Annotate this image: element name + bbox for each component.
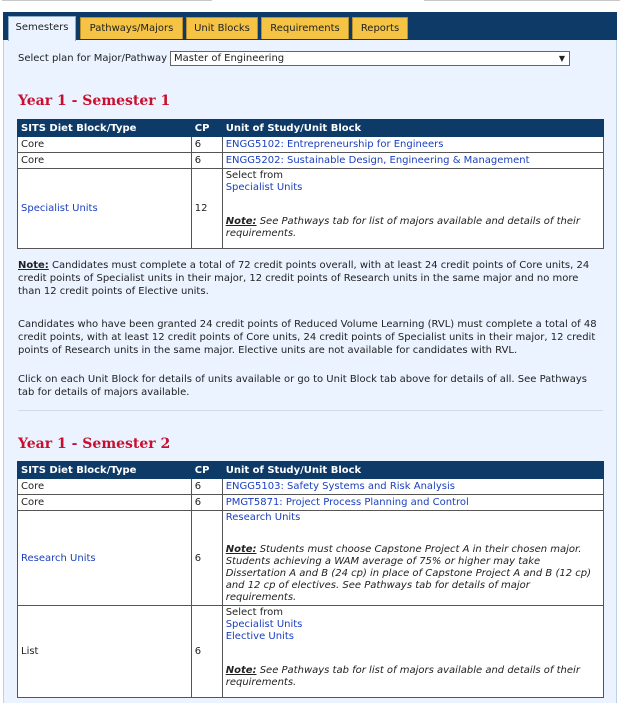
plan-selected-value: Master of Engineering	[174, 53, 285, 64]
col-header-cp: CP	[191, 120, 222, 137]
row-cp: 6	[191, 153, 222, 169]
select-from-label: Select from	[225, 170, 284, 181]
tab-unit-blocks[interactable]: Unit Blocks	[186, 17, 258, 39]
elective-units-link[interactable]: Elective Units	[225, 631, 294, 642]
table-row	[18, 479, 604, 495]
col-header-unit: Unit of Study/Unit Block	[222, 462, 603, 479]
row-type: Core	[18, 479, 192, 495]
semester-2-table	[17, 461, 604, 698]
semester-1-table	[17, 119, 604, 249]
block-link-research-units[interactable]: Research Units	[21, 552, 96, 564]
row-cp: 6	[191, 511, 222, 606]
table-header-row	[18, 120, 604, 137]
row-cp: 6	[191, 479, 222, 495]
col-header-cp: CP	[191, 462, 222, 479]
row-cp: 6	[191, 495, 222, 511]
table-row	[18, 511, 604, 606]
unit-note: Note: See Pathways tab for list of majors available and details of their requirements.	[225, 216, 580, 239]
row-type: List	[18, 606, 192, 698]
col-header-block: SITS Diet Block/Type	[18, 462, 192, 479]
block-link-specialist-units[interactable]: Specialist Units	[21, 203, 98, 214]
row-type: Core	[18, 153, 192, 169]
tab-pathways-majors[interactable]: Pathways/Majors	[80, 17, 183, 39]
note-paragraph-1: Note: Candidates must complete a total of 72 credit points overall, with at least 24 credit points of Core units, 24 credit points of Specialist units in their major, 12 credit points of Research units in the same major and no more than 12 credit points of Elective units.	[18, 260, 590, 297]
unit-link-engg5202[interactable]: ENGG5202: Sustainable Design, Engineering & Management	[225, 155, 530, 166]
table-row	[18, 495, 604, 511]
plan-select-dropdown[interactable]	[170, 51, 570, 66]
plan-select-label: Select plan for Major/Pathway	[18, 53, 168, 64]
unit-link-engg5102[interactable]: ENGG5102: Entrepreneurship for Engineers	[225, 139, 444, 150]
top-rule-left	[2, 0, 212, 1]
specialist-units-link[interactable]: Specialist Units	[225, 619, 303, 630]
table-row	[18, 137, 604, 153]
dropdown-arrow-icon: ▼	[558, 54, 565, 63]
tab-reports[interactable]: Reports	[352, 17, 408, 39]
tab-semesters[interactable]: Semesters	[8, 16, 76, 41]
row-type: Core	[18, 137, 192, 153]
top-rule-right	[424, 0, 620, 1]
row-cp: 12	[191, 169, 222, 249]
row-cp: 6	[191, 606, 222, 698]
col-header-unit: Unit of Study/Unit Block	[222, 120, 603, 137]
table-row	[18, 153, 604, 169]
select-from-label: Select from	[225, 607, 284, 618]
col-header-block: SITS Diet Block/Type	[18, 120, 192, 137]
table-row	[18, 606, 604, 698]
section-divider	[18, 410, 603, 411]
unit-note: Note: See Pathways tab for list of majors available and details of their requirements.	[225, 665, 580, 688]
semester-2-title: Year 1 - Semester 2	[18, 436, 171, 452]
unit-note: Note: Students must choose Capstone Project A in their chosen major. Students achieving a WAM average of 75% or higher may take Dissertation A and B (24 cp) in place of Capstone Project A and B (12 cp) and 12 cp of electives. See Pathways tab for details of major requirements.	[225, 544, 591, 603]
note-paragraph-3: Click on each Unit Block for details of units available or go to Unit Block tab above for details of all. See Pathways tab for details of majors available.	[18, 374, 587, 398]
note-paragraph-2: Candidates who have been granted 24 credit points of Reduced Volume Learning (RVL) must complete a total of 48 credit points, with at least 12 credit points of Core units, 24 credit points of Specialist units in their major, 12 credit points of Research units in the same major. Elective units are not available for candidates with RVL.	[18, 319, 597, 356]
row-cp: 6	[191, 137, 222, 153]
unit-link-pmgt5871[interactable]: PMGT5871: Project Process Planning and Control	[225, 497, 469, 508]
tab-requirements[interactable]: Requirements	[261, 17, 349, 39]
specialist-units-link[interactable]: Specialist Units	[225, 182, 303, 193]
research-units-link[interactable]: Research Units	[225, 512, 301, 523]
unit-link-engg5103[interactable]: ENGG5103: Safety Systems and Risk Analysis	[225, 481, 455, 492]
semester-1-title: Year 1 - Semester 1	[18, 93, 171, 109]
table-row	[18, 169, 604, 249]
table-header-row	[18, 462, 604, 479]
row-type: Core	[18, 495, 192, 511]
